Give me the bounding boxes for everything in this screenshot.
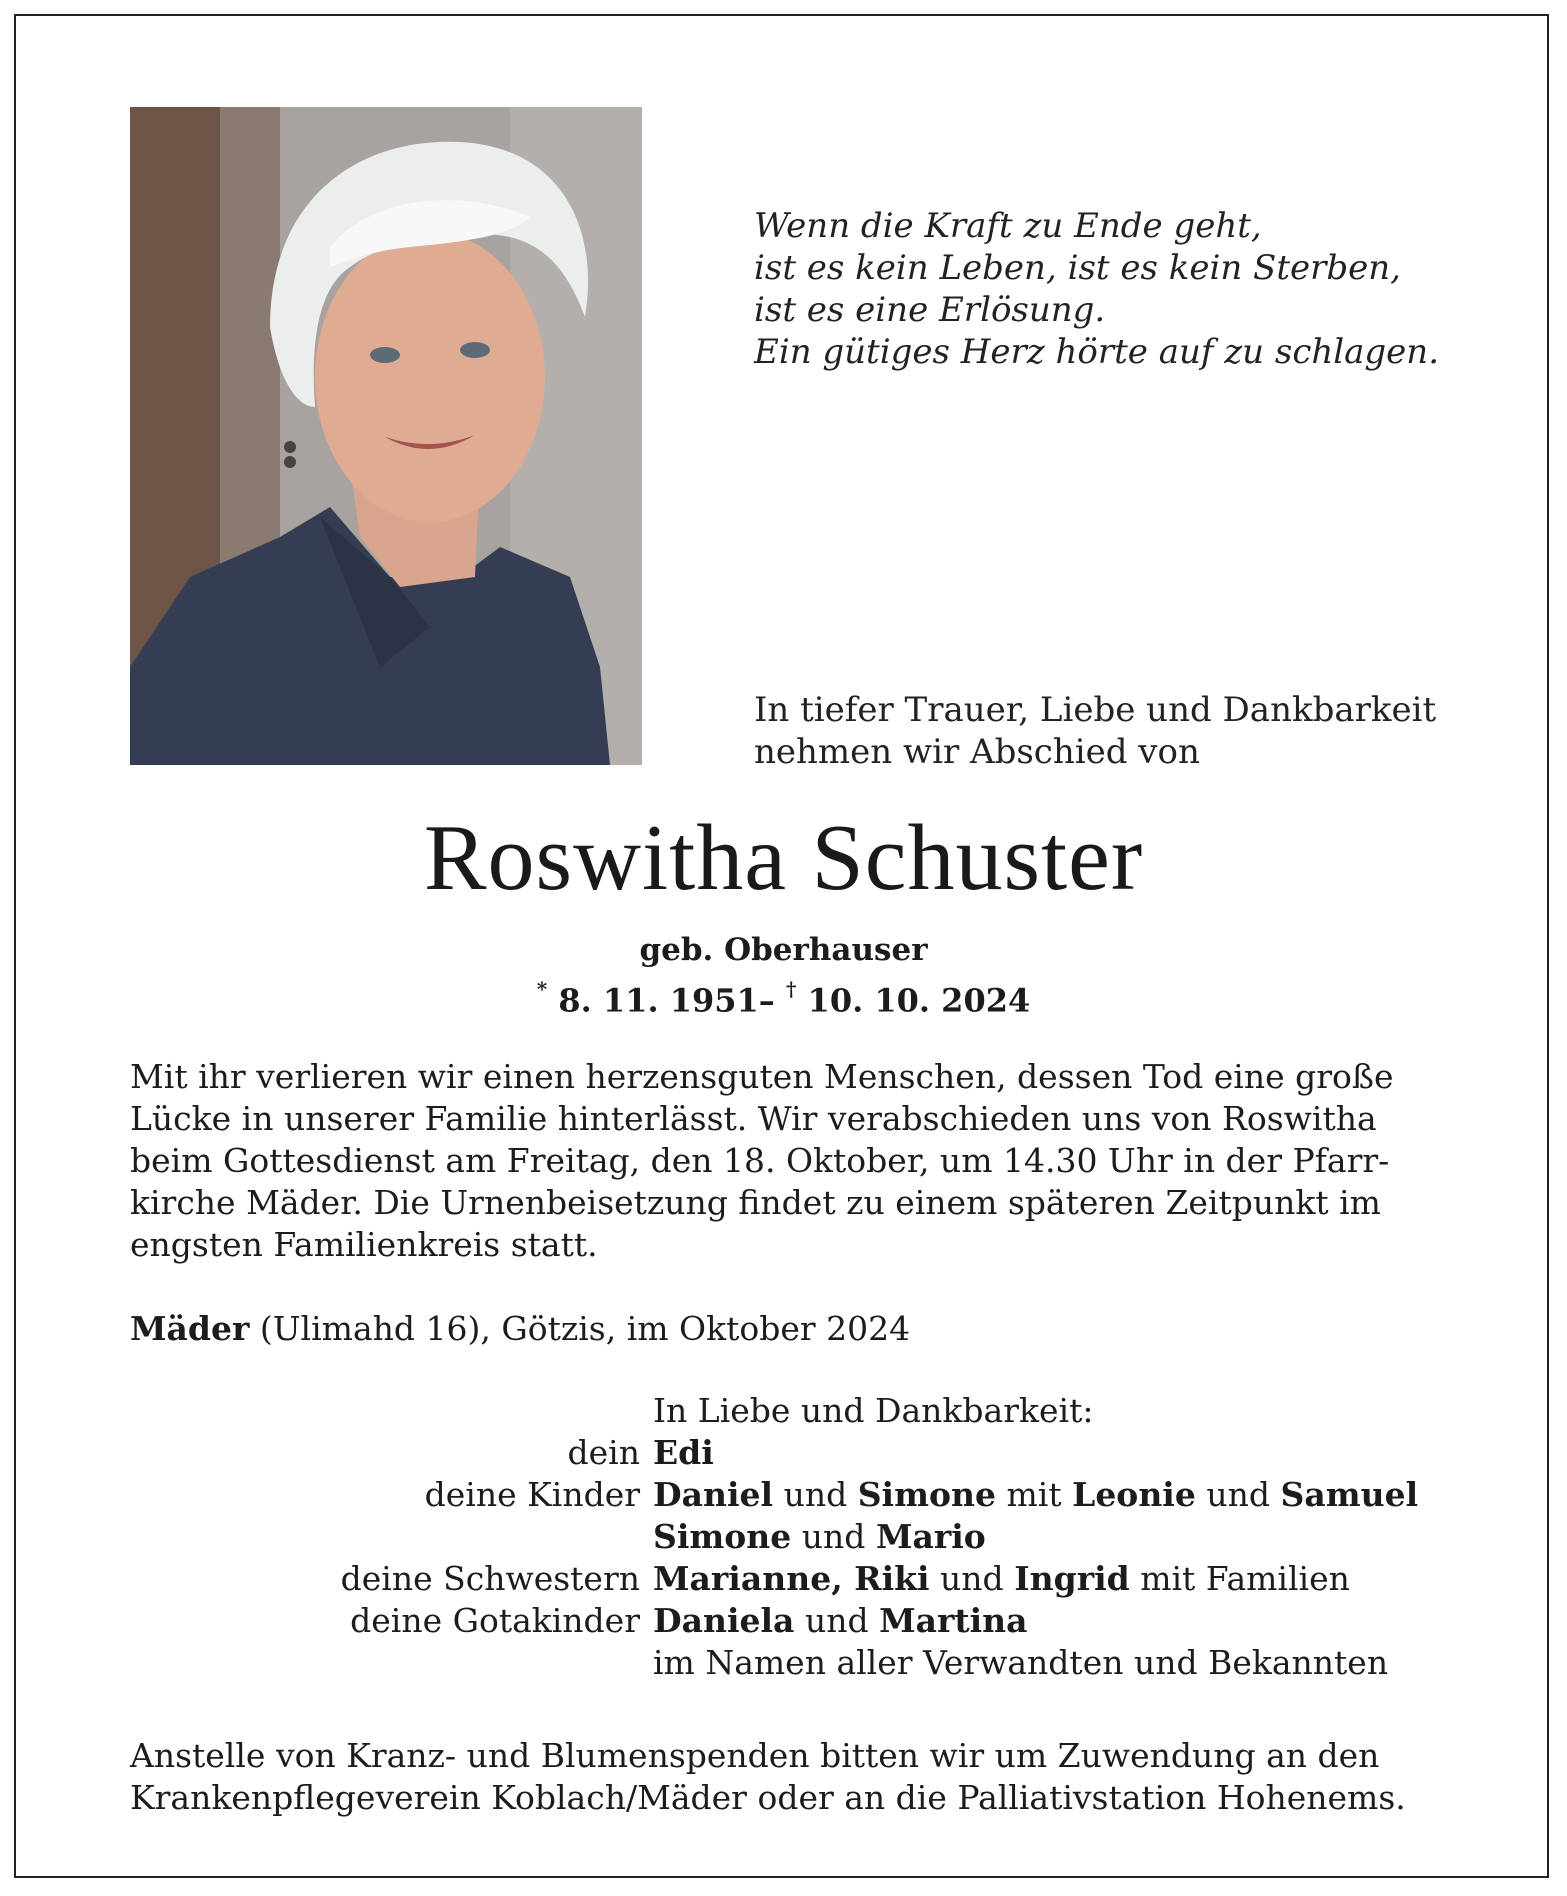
quote-line: Ein gütiges Herz hörte auf zu schlagen.	[754, 332, 1439, 372]
birth-name: geb. Oberhauser	[639, 932, 928, 968]
relation-label: deine Gotakinder	[350, 1601, 640, 1640]
family-row-children-2	[0, 1516, 1567, 1558]
family-heading-row	[0, 1390, 1567, 1432]
body-line: kirche Mäder. Die Urnenbeisetzung findet zu einem späteren Zeitpunkt im	[130, 1183, 1381, 1222]
body-line: beim Gottesdienst am Freitag, den 18. Oktober, um 14.30 Uhr in der Pfarr-	[130, 1141, 1390, 1180]
place-town: Mäder	[130, 1309, 250, 1348]
quote-line: ist es kein Leben, ist es kein Sterben,	[754, 248, 1401, 288]
family-closing: im Namen aller Verwandten und Bekannten	[653, 1643, 1389, 1682]
family-name: Martina	[879, 1601, 1028, 1640]
family-heading: In Liebe und Dankbarkeit:	[653, 1391, 1094, 1430]
family-name: Edi	[653, 1433, 714, 1472]
connector: und	[783, 1475, 848, 1514]
family-name: Simone	[857, 1475, 996, 1514]
announcement-body	[130, 1056, 1438, 1266]
family-row-children	[0, 1474, 1567, 1516]
place-and-date	[130, 1308, 910, 1350]
body-line: Mit ihr verlieren wir einen herzensguten Menschen, dessen Tod eine große	[130, 1057, 1394, 1096]
connector: mit Familien	[1140, 1559, 1350, 1598]
family-row-closing	[0, 1642, 1567, 1684]
connector: und	[940, 1559, 1004, 1598]
portrait-illustration	[130, 107, 642, 765]
death-date: 10. 10. 2024	[807, 981, 1031, 1020]
family-list	[0, 1390, 1567, 1684]
death-symbol: †	[785, 977, 797, 1001]
deceased-name: Roswitha Schuster	[423, 806, 1144, 910]
quote-line: Wenn die Kraft zu Ende geht,	[754, 206, 1262, 246]
family-row-partner	[0, 1432, 1567, 1474]
relation-label: deine Kinder	[424, 1475, 640, 1514]
body-line: Lücke in unserer Familie hinterlässt. Wir verabschieden uns von Roswitha	[130, 1099, 1377, 1138]
footer-line: Krankenpflegeverein Koblach/Mäder oder an die Palliativstation Hohenems.	[130, 1778, 1406, 1817]
relation-label: dein	[567, 1433, 640, 1472]
footer-line: Anstelle von Kranz- und Blumenspenden bitten wir um Zuwendung an den	[130, 1736, 1380, 1775]
birth-date: 8. 11. 1951	[558, 981, 759, 1020]
quote-line: ist es eine Erlösung.	[754, 290, 1106, 330]
relation-label: deine Schwestern	[340, 1559, 640, 1598]
connector: und	[804, 1601, 869, 1640]
intro-line: nehmen wir Abschied von	[754, 732, 1200, 772]
family-name: Daniela	[653, 1601, 795, 1640]
family-row-sisters	[0, 1558, 1567, 1600]
birth-symbol: *	[536, 977, 548, 1001]
donation-note	[130, 1735, 1438, 1819]
connector: und	[801, 1517, 866, 1556]
quote-poem	[754, 205, 1439, 373]
family-name: Samuel	[1280, 1475, 1419, 1514]
body-line: engsten Familienkreis statt.	[130, 1225, 598, 1264]
family-name: Leonie	[1072, 1475, 1196, 1514]
date-separator: –	[758, 981, 775, 1020]
place-rest: (Ulimahd 16), Götzis, im Oktober 2024	[259, 1309, 911, 1348]
intro-text	[754, 689, 1436, 773]
life-dates	[0, 972, 1567, 1022]
family-name: Daniel	[653, 1475, 774, 1514]
family-name: Ingrid	[1014, 1559, 1130, 1598]
family-row-godchildren	[0, 1600, 1567, 1642]
intro-line: In tiefer Trauer, Liebe und Dankbarkeit	[754, 690, 1437, 730]
connector: mit	[1006, 1475, 1062, 1514]
family-name: Mario	[875, 1517, 986, 1556]
connector: und	[1206, 1475, 1270, 1514]
portrait-photo	[130, 107, 642, 765]
family-name: Marianne, Riki	[653, 1559, 930, 1598]
family-name: Simone	[653, 1517, 792, 1556]
